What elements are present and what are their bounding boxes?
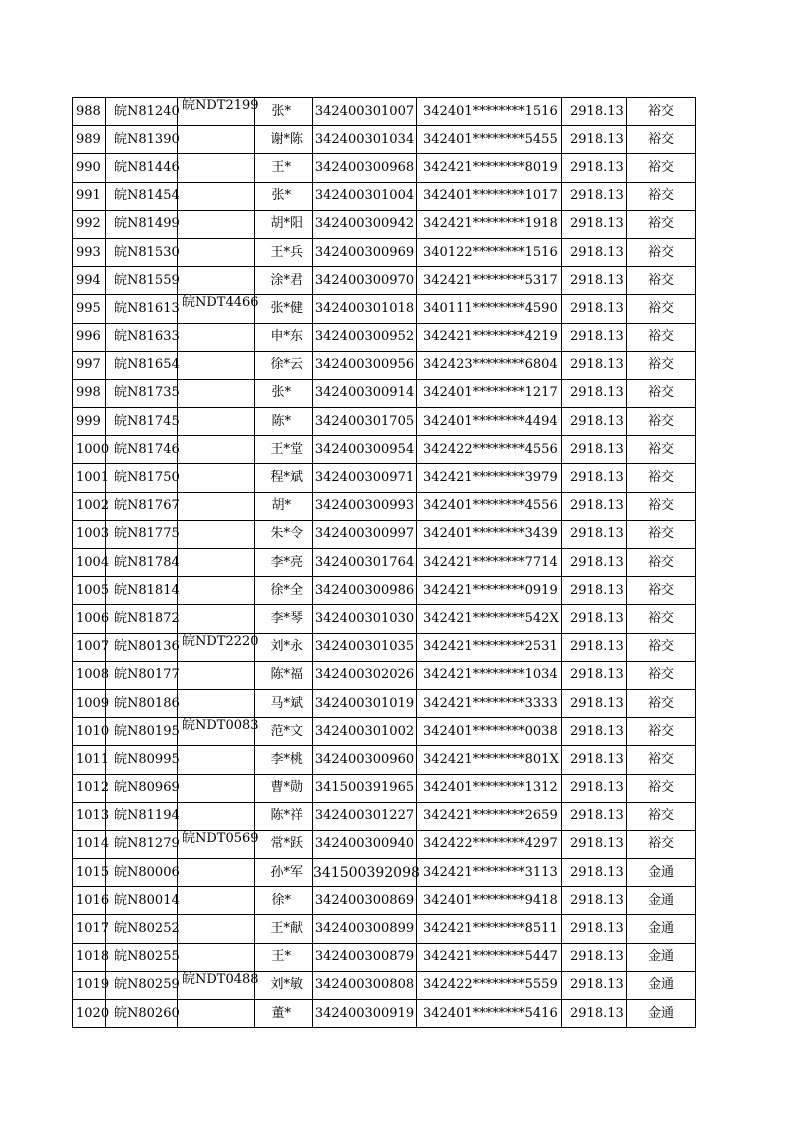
secondary-plate-cell <box>178 520 255 548</box>
row-number-cell: 998 <box>73 379 106 407</box>
account-number-cell: 341500391965 <box>313 774 417 802</box>
company-cell: 裕交 <box>627 605 696 633</box>
row-number-cell: 1007 <box>73 633 106 661</box>
amount-cell: 2918.13 <box>562 492 627 520</box>
plate-number-cell: 皖N81633 <box>106 323 178 351</box>
id-number-cell: 342401********5416 <box>417 1000 562 1028</box>
amount-cell: 2918.13 <box>562 436 627 464</box>
id-number-cell: 342401********9418 <box>417 887 562 915</box>
plate-number-cell: 皖N80969 <box>106 774 178 802</box>
row-number-cell: 1016 <box>73 887 106 915</box>
row-number-cell: 989 <box>73 126 106 154</box>
row-number-cell: 1013 <box>73 802 106 830</box>
secondary-plate-cell <box>178 238 255 266</box>
plate-number-cell: 皖N81240 <box>106 98 178 126</box>
account-number-cell: 342400301035 <box>313 633 417 661</box>
id-number-cell: 342422********4297 <box>417 830 562 858</box>
company-cell: 裕交 <box>627 520 696 548</box>
id-number-cell: 340122********1516 <box>417 238 562 266</box>
secondary-plate-cell <box>178 492 255 520</box>
amount-cell: 2918.13 <box>562 351 627 379</box>
plate-number-cell: 皖N80259 <box>106 971 178 999</box>
secondary-plate-cell <box>178 577 255 605</box>
amount-cell: 2918.13 <box>562 802 627 830</box>
company-cell: 裕交 <box>627 379 696 407</box>
table-row <box>73 774 696 802</box>
account-number-cell: 342400301030 <box>313 605 417 633</box>
company-cell: 裕交 <box>627 98 696 126</box>
amount-cell: 2918.13 <box>562 182 627 210</box>
secondary-plate-cell: 皖NDT0488 <box>178 971 255 999</box>
company-cell: 裕交 <box>627 295 696 323</box>
table-row <box>73 520 696 548</box>
secondary-plate-cell <box>178 154 255 182</box>
company-cell: 裕交 <box>627 210 696 238</box>
plate-number-cell: 皖N81499 <box>106 210 178 238</box>
amount-cell: 2918.13 <box>562 746 627 774</box>
company-cell: 裕交 <box>627 802 696 830</box>
secondary-plate-cell <box>178 408 255 436</box>
company-cell: 裕交 <box>627 830 696 858</box>
plate-number-cell: 皖N81390 <box>106 126 178 154</box>
table-row <box>73 238 696 266</box>
secondary-plate-cell <box>178 746 255 774</box>
id-number-cell: 342401********3439 <box>417 520 562 548</box>
id-number-cell: 340111********4590 <box>417 295 562 323</box>
row-number-cell: 1020 <box>73 1000 106 1028</box>
account-number-cell: 342400300970 <box>313 267 417 295</box>
account-number-cell: 342400300808 <box>313 971 417 999</box>
row-number-cell: 1014 <box>73 830 106 858</box>
id-number-cell: 342421********5317 <box>417 267 562 295</box>
plate-number-cell: 皖N81559 <box>106 267 178 295</box>
secondary-plate-cell <box>178 436 255 464</box>
id-number-cell: 342421********5447 <box>417 943 562 971</box>
driver-name-cell: 陈*福 <box>255 661 313 689</box>
account-number-cell: 342400301004 <box>313 182 417 210</box>
plate-number-cell: 皖N80995 <box>106 746 178 774</box>
driver-name-cell: 曹*勋 <box>255 774 313 802</box>
amount-cell: 2918.13 <box>562 520 627 548</box>
amount-cell: 2918.13 <box>562 887 627 915</box>
row-number-cell: 1003 <box>73 520 106 548</box>
id-number-cell: 342401********5455 <box>417 126 562 154</box>
secondary-plate-cell <box>178 379 255 407</box>
plate-number-cell: 皖N81654 <box>106 351 178 379</box>
driver-name-cell: 申*东 <box>255 323 313 351</box>
account-number-cell: 342400300956 <box>313 351 417 379</box>
plate-number-cell: 皖N80195 <box>106 718 178 746</box>
id-number-cell: 342401********4494 <box>417 408 562 436</box>
secondary-plate-cell <box>178 210 255 238</box>
amount-cell: 2918.13 <box>562 464 627 492</box>
amount-cell: 2918.13 <box>562 633 627 661</box>
driver-name-cell: 王*堂 <box>255 436 313 464</box>
company-cell: 裕交 <box>627 238 696 266</box>
row-number-cell: 994 <box>73 267 106 295</box>
secondary-plate-cell <box>178 605 255 633</box>
amount-cell: 2918.13 <box>562 605 627 633</box>
account-number-cell: 342400301018 <box>313 295 417 323</box>
company-cell: 金通 <box>627 887 696 915</box>
amount-cell: 2918.13 <box>562 971 627 999</box>
id-number-cell: 342421********4219 <box>417 323 562 351</box>
account-number-cell: 342400300919 <box>313 1000 417 1028</box>
secondary-plate-cell: 皖NDT0083 <box>178 718 255 746</box>
driver-name-cell: 朱*令 <box>255 520 313 548</box>
secondary-plate-cell <box>178 887 255 915</box>
row-number-cell: 1008 <box>73 661 106 689</box>
company-cell: 金通 <box>627 1000 696 1028</box>
table-row <box>73 859 696 887</box>
secondary-plate-cell <box>178 859 255 887</box>
table-row <box>73 549 696 577</box>
row-number-cell: 995 <box>73 295 106 323</box>
driver-name-cell: 常*跃 <box>255 830 313 858</box>
row-number-cell: 1011 <box>73 746 106 774</box>
driver-name-cell: 张* <box>255 379 313 407</box>
plate-number-cell: 皖N80177 <box>106 661 178 689</box>
row-number-cell: 988 <box>73 98 106 126</box>
id-number-cell: 342421********542X <box>417 605 562 633</box>
id-number-cell: 342421********8511 <box>417 915 562 943</box>
plate-number-cell: 皖N81775 <box>106 520 178 548</box>
secondary-plate-cell <box>178 774 255 802</box>
driver-name-cell: 谢*陈 <box>255 126 313 154</box>
row-number-cell: 1009 <box>73 689 106 717</box>
driver-name-cell: 李*亮 <box>255 549 313 577</box>
account-number-cell: 342400300986 <box>313 577 417 605</box>
id-number-cell: 342422********4556 <box>417 436 562 464</box>
driver-name-cell: 范*文 <box>255 718 313 746</box>
secondary-plate-cell <box>178 661 255 689</box>
account-number-cell: 342400300968 <box>313 154 417 182</box>
driver-name-cell: 程*斌 <box>255 464 313 492</box>
plate-number-cell: 皖N80252 <box>106 915 178 943</box>
account-number-cell: 342400301227 <box>313 802 417 830</box>
amount-cell: 2918.13 <box>562 859 627 887</box>
plate-number-cell: 皖N81613 <box>106 295 178 323</box>
table-row <box>73 577 696 605</box>
row-number-cell: 1015 <box>73 859 106 887</box>
account-number-cell: 342400301034 <box>313 126 417 154</box>
company-cell: 裕交 <box>627 267 696 295</box>
driver-name-cell: 董* <box>255 1000 313 1028</box>
id-number-cell: 342401********1312 <box>417 774 562 802</box>
table-row <box>73 295 696 323</box>
row-number-cell: 1002 <box>73 492 106 520</box>
plate-number-cell: 皖N81735 <box>106 379 178 407</box>
driver-name-cell: 王*兵 <box>255 238 313 266</box>
company-cell: 裕交 <box>627 746 696 774</box>
company-cell: 裕交 <box>627 464 696 492</box>
row-number-cell: 992 <box>73 210 106 238</box>
id-number-cell: 342401********1516 <box>417 98 562 126</box>
table-row <box>73 943 696 971</box>
amount-cell: 2918.13 <box>562 379 627 407</box>
plate-number-cell: 皖N81814 <box>106 577 178 605</box>
secondary-plate-cell <box>178 351 255 379</box>
plate-number-cell: 皖N80136 <box>106 633 178 661</box>
plate-number-cell: 皖N81279 <box>106 830 178 858</box>
company-cell: 裕交 <box>627 154 696 182</box>
secondary-plate-cell <box>178 943 255 971</box>
account-number-cell: 342400300942 <box>313 210 417 238</box>
company-cell: 裕交 <box>627 323 696 351</box>
driver-name-cell: 孙*军 <box>255 859 313 887</box>
row-number-cell: 1012 <box>73 774 106 802</box>
secondary-plate-cell <box>178 1000 255 1028</box>
table-row <box>73 830 696 858</box>
plate-number-cell: 皖N80014 <box>106 887 178 915</box>
plate-number-cell: 皖N81194 <box>106 802 178 830</box>
account-number-cell: 342400300940 <box>313 830 417 858</box>
account-number-cell: 342400300960 <box>313 746 417 774</box>
table-row <box>73 661 696 689</box>
plate-number-cell: 皖N81750 <box>106 464 178 492</box>
driver-name-cell: 徐* <box>255 887 313 915</box>
driver-name-cell: 张* <box>255 182 313 210</box>
amount-cell: 2918.13 <box>562 718 627 746</box>
table-body <box>73 98 696 1028</box>
id-number-cell: 342421********0919 <box>417 577 562 605</box>
id-number-cell: 342421********7714 <box>417 549 562 577</box>
plate-number-cell: 皖N80260 <box>106 1000 178 1028</box>
plate-number-cell: 皖N81454 <box>106 182 178 210</box>
secondary-plate-cell: 皖NDT4466 <box>178 295 255 323</box>
driver-name-cell: 马*斌 <box>255 689 313 717</box>
table-row <box>73 154 696 182</box>
amount-cell: 2918.13 <box>562 210 627 238</box>
table-row <box>73 351 696 379</box>
id-number-cell: 342423********6804 <box>417 351 562 379</box>
table-row <box>73 689 696 717</box>
id-number-cell: 342421********801X <box>417 746 562 774</box>
plate-number-cell: 皖N81767 <box>106 492 178 520</box>
account-number-cell: 342400301705 <box>313 408 417 436</box>
row-number-cell: 1000 <box>73 436 106 464</box>
secondary-plate-cell: 皖NDT2199 <box>178 98 255 126</box>
id-number-cell: 342421********3333 <box>417 689 562 717</box>
plate-number-cell: 皖N81745 <box>106 408 178 436</box>
table-row <box>73 718 696 746</box>
table-row <box>73 915 696 943</box>
amount-cell: 2918.13 <box>562 154 627 182</box>
company-cell: 裕交 <box>627 689 696 717</box>
row-number-cell: 1001 <box>73 464 106 492</box>
company-cell: 裕交 <box>627 633 696 661</box>
secondary-plate-cell <box>178 323 255 351</box>
row-number-cell: 990 <box>73 154 106 182</box>
data-table <box>72 97 696 1028</box>
table-row <box>73 379 696 407</box>
driver-name-cell: 王* <box>255 154 313 182</box>
table-row <box>73 267 696 295</box>
account-number-cell: 342400301002 <box>313 718 417 746</box>
amount-cell: 2918.13 <box>562 577 627 605</box>
table-row <box>73 1000 696 1028</box>
row-number-cell: 999 <box>73 408 106 436</box>
account-number-cell: 342400300879 <box>313 943 417 971</box>
account-number-cell: 342400300952 <box>313 323 417 351</box>
amount-cell: 2918.13 <box>562 830 627 858</box>
amount-cell: 2918.13 <box>562 408 627 436</box>
id-number-cell: 342421********2659 <box>417 802 562 830</box>
table-row <box>73 98 696 126</box>
table-row <box>73 408 696 436</box>
table-row <box>73 436 696 464</box>
account-number-cell: 342400302026 <box>313 661 417 689</box>
driver-name-cell: 刘*敏 <box>255 971 313 999</box>
amount-cell: 2918.13 <box>562 661 627 689</box>
amount-cell: 2918.13 <box>562 267 627 295</box>
id-number-cell: 342421********3979 <box>417 464 562 492</box>
id-number-cell: 342421********1034 <box>417 661 562 689</box>
amount-cell: 2918.13 <box>562 915 627 943</box>
amount-cell: 2918.13 <box>562 98 627 126</box>
id-number-cell: 342401********1217 <box>417 379 562 407</box>
amount-cell: 2918.13 <box>562 943 627 971</box>
company-cell: 金通 <box>627 943 696 971</box>
id-number-cell: 342421********3113 <box>417 859 562 887</box>
table-row <box>73 323 696 351</box>
row-number-cell: 993 <box>73 238 106 266</box>
company-cell: 裕交 <box>627 351 696 379</box>
account-number-cell: 342400300997 <box>313 520 417 548</box>
secondary-plate-cell <box>178 689 255 717</box>
account-number-cell: 342400300914 <box>313 379 417 407</box>
secondary-plate-cell: 皖NDT0569 <box>178 830 255 858</box>
secondary-plate-cell <box>178 915 255 943</box>
row-number-cell: 1018 <box>73 943 106 971</box>
plate-number-cell: 皖N80006 <box>106 859 178 887</box>
driver-name-cell: 张* <box>255 98 313 126</box>
id-number-cell: 342401********0038 <box>417 718 562 746</box>
table-row <box>73 605 696 633</box>
table-row <box>73 210 696 238</box>
account-number-cell: 342400301019 <box>313 689 417 717</box>
plate-number-cell: 皖N81530 <box>106 238 178 266</box>
account-number-cell: 342400300993 <box>313 492 417 520</box>
plate-number-cell: 皖N80255 <box>106 943 178 971</box>
plate-number-cell: 皖N80186 <box>106 689 178 717</box>
company-cell: 裕交 <box>627 577 696 605</box>
secondary-plate-cell <box>178 267 255 295</box>
amount-cell: 2918.13 <box>562 323 627 351</box>
driver-name-cell: 张*健 <box>255 295 313 323</box>
account-number-cell: 342400300954 <box>313 436 417 464</box>
row-number-cell: 997 <box>73 351 106 379</box>
company-cell: 裕交 <box>627 774 696 802</box>
row-number-cell: 1017 <box>73 915 106 943</box>
secondary-plate-cell <box>178 802 255 830</box>
company-cell: 金通 <box>627 859 696 887</box>
company-cell: 金通 <box>627 915 696 943</box>
row-number-cell: 996 <box>73 323 106 351</box>
company-cell: 裕交 <box>627 182 696 210</box>
id-number-cell: 342401********4556 <box>417 492 562 520</box>
plate-number-cell: 皖N81784 <box>106 549 178 577</box>
driver-name-cell: 胡* <box>255 492 313 520</box>
driver-name-cell: 陈*祥 <box>255 802 313 830</box>
secondary-plate-cell <box>178 549 255 577</box>
account-number-cell: 342400300971 <box>313 464 417 492</box>
table-row <box>73 464 696 492</box>
company-cell: 金通 <box>627 971 696 999</box>
secondary-plate-cell <box>178 182 255 210</box>
amount-cell: 2918.13 <box>562 774 627 802</box>
driver-name-cell: 刘*永 <box>255 633 313 661</box>
row-number-cell: 1006 <box>73 605 106 633</box>
id-number-cell: 342422********5559 <box>417 971 562 999</box>
table-row <box>73 802 696 830</box>
table-row <box>73 633 696 661</box>
id-number-cell: 342421********1918 <box>417 210 562 238</box>
account-number-cell: 342400300869 <box>313 887 417 915</box>
table-row <box>73 492 696 520</box>
amount-cell: 2918.13 <box>562 126 627 154</box>
driver-name-cell: 李*琴 <box>255 605 313 633</box>
table-row <box>73 971 696 999</box>
plate-number-cell: 皖N81446 <box>106 154 178 182</box>
driver-name-cell: 王* <box>255 943 313 971</box>
company-cell: 裕交 <box>627 408 696 436</box>
secondary-plate-cell <box>178 464 255 492</box>
row-number-cell: 991 <box>73 182 106 210</box>
amount-cell: 2918.13 <box>562 1000 627 1028</box>
id-number-cell: 342421********2531 <box>417 633 562 661</box>
row-number-cell: 1005 <box>73 577 106 605</box>
company-cell: 裕交 <box>627 492 696 520</box>
row-number-cell: 1019 <box>73 971 106 999</box>
id-number-cell: 342421********8019 <box>417 154 562 182</box>
driver-name-cell: 王*献 <box>255 915 313 943</box>
id-number-cell: 342401********1017 <box>417 182 562 210</box>
plate-number-cell: 皖N81746 <box>106 436 178 464</box>
account-number-cell: 342400300969 <box>313 238 417 266</box>
driver-name-cell: 徐*全 <box>255 577 313 605</box>
table-row <box>73 887 696 915</box>
company-cell: 裕交 <box>627 661 696 689</box>
account-number-cell: 341500392098 <box>313 859 417 887</box>
driver-name-cell: 胡*阳 <box>255 210 313 238</box>
driver-name-cell: 陈* <box>255 408 313 436</box>
account-number-cell: 342400301764 <box>313 549 417 577</box>
table-row <box>73 126 696 154</box>
company-cell: 裕交 <box>627 718 696 746</box>
amount-cell: 2918.13 <box>562 549 627 577</box>
driver-name-cell: 徐*云 <box>255 351 313 379</box>
secondary-plate-cell <box>178 126 255 154</box>
table-row <box>73 182 696 210</box>
row-number-cell: 1004 <box>73 549 106 577</box>
plate-number-cell: 皖N81872 <box>106 605 178 633</box>
amount-cell: 2918.13 <box>562 295 627 323</box>
driver-name-cell: 李*桃 <box>255 746 313 774</box>
amount-cell: 2918.13 <box>562 689 627 717</box>
account-number-cell: 342400300899 <box>313 915 417 943</box>
row-number-cell: 1010 <box>73 718 106 746</box>
company-cell: 裕交 <box>627 126 696 154</box>
amount-cell: 2918.13 <box>562 238 627 266</box>
secondary-plate-cell: 皖NDT2220 <box>178 633 255 661</box>
table-row <box>73 746 696 774</box>
company-cell: 裕交 <box>627 549 696 577</box>
account-number-cell: 342400301007 <box>313 98 417 126</box>
company-cell: 裕交 <box>627 436 696 464</box>
driver-name-cell: 涂*君 <box>255 267 313 295</box>
